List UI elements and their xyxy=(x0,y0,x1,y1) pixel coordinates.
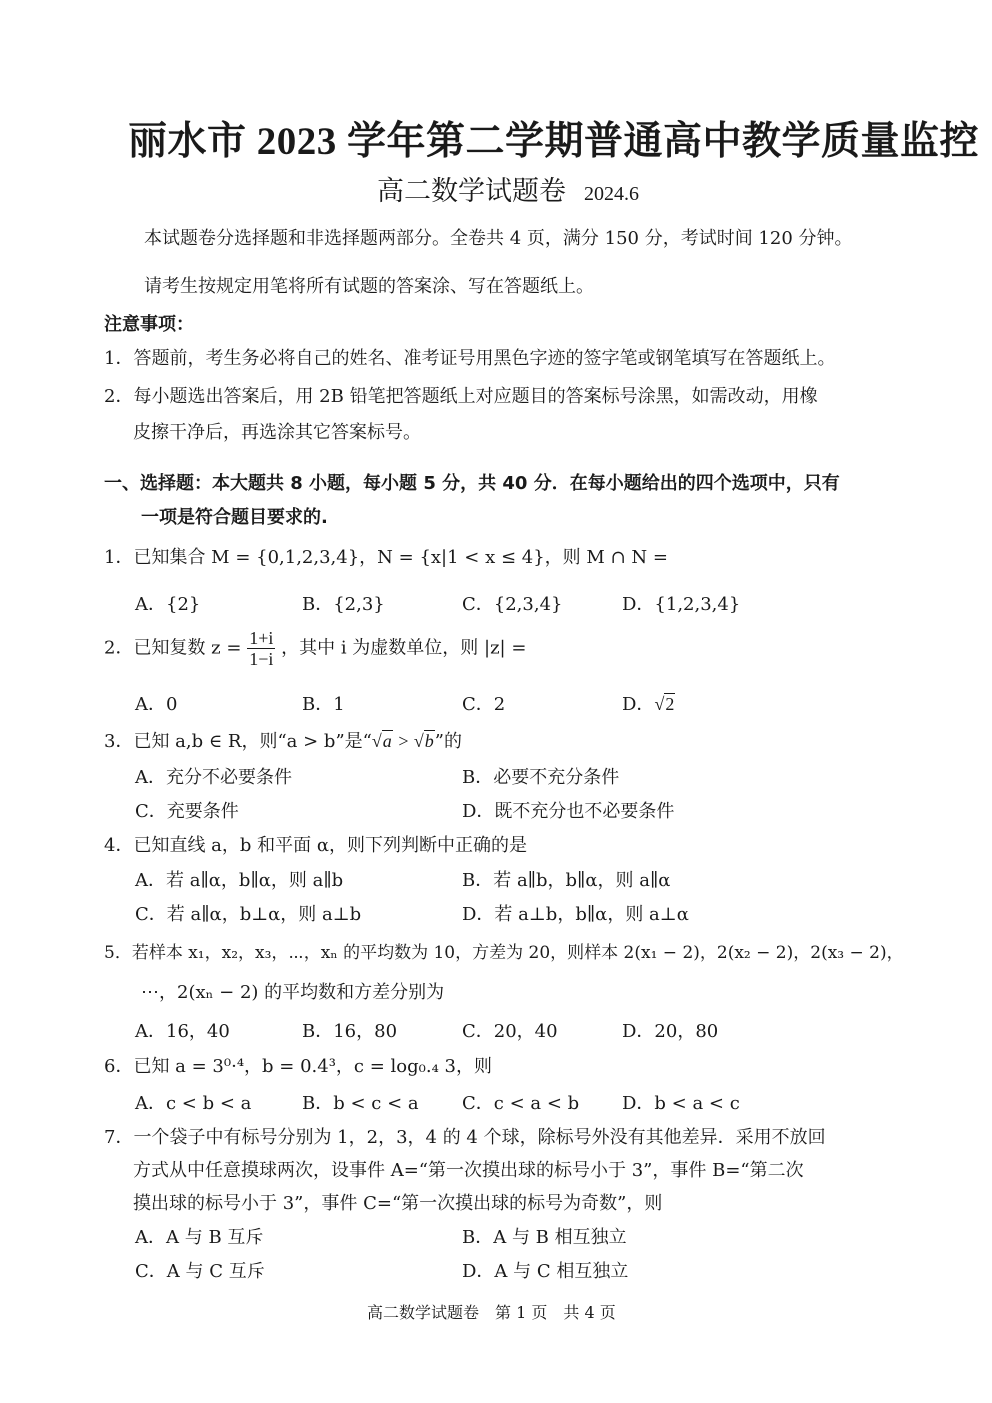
q6-option-b: B．b < c < a xyxy=(302,1093,419,1114)
question-2-stem xyxy=(104,628,526,669)
note-item-2-line-2: 皮擦干净后，再选涂其它答案标号。 xyxy=(133,422,421,443)
q6-option-a: A．c < b < a xyxy=(135,1093,252,1114)
q2-prefix: 2．已知复数 z = xyxy=(104,637,242,659)
q3-option-b: B．必要不充分条件 xyxy=(462,767,620,788)
q1-option-c: C．{2,3,4} xyxy=(462,594,563,615)
question-6-stem: 6．已知 a = 3⁰·⁴，b = 0.4³，c = log₀.₄ 3，则 xyxy=(104,1056,492,1077)
notes-heading: 注意事项： xyxy=(104,314,194,335)
sqrt-b: √b xyxy=(413,731,434,751)
q1-option-d: D．{1,2,3,4} xyxy=(622,594,741,615)
q5-option-b: B．16，80 xyxy=(302,1021,398,1042)
q1-option-a: A．{2} xyxy=(135,594,201,615)
q7-option-b: B．A 与 B 相互独立 xyxy=(462,1227,627,1248)
q3-option-a: A．充分不必要条件 xyxy=(135,767,292,788)
q2-option-a: A．0 xyxy=(135,694,178,715)
q2-option-d-label: D． xyxy=(622,694,655,715)
section-1-heading-line-2: 一项是符合题目要求的. xyxy=(141,507,328,528)
q5-option-c: C．20，40 xyxy=(462,1021,558,1042)
q2-fraction-denominator: 1−i xyxy=(249,649,274,669)
q1-option-b: B．{2,3} xyxy=(302,594,385,615)
q7-option-d: D．A 与 C 相互独立 xyxy=(462,1261,629,1282)
exam-subtitle xyxy=(377,169,639,208)
intro-line-1: 本试题卷分选择题和非选择题两部分。全卷共 4 页，满分 150 分，考试时间 120 分钟。 xyxy=(144,228,853,249)
subtitle-text: 高二数学试题卷 xyxy=(377,176,566,207)
q2-fraction-numerator: 1+i xyxy=(249,628,274,648)
q4-option-d: D．若 a⊥b，b∥α，则 a⊥α xyxy=(462,904,689,925)
question-5-line-2: ⋯，2(xₙ − 2) 的平均数和方差分别为 xyxy=(141,982,445,1003)
q3-gt: > xyxy=(392,731,414,751)
question-7-line-3: 摸出球的标号小于 3”，事件 C=“第一次摸出球的标号为奇数”，则 xyxy=(133,1193,663,1214)
q6-option-d: D．b < a < c xyxy=(622,1093,740,1114)
q7-option-a: A．A 与 B 互斥 xyxy=(135,1227,264,1248)
question-3-stem xyxy=(104,727,462,753)
sqrt-a: √a xyxy=(371,731,392,751)
q2-option-c: C．2 xyxy=(462,694,506,715)
section-1-heading-line-1: 一、选择题：本大题共 8 小题，每小题 5 分，共 40 分．在每小题给出的四个选项中，只有 xyxy=(104,473,840,494)
q3-option-c: C．充要条件 xyxy=(135,801,239,822)
exam-date: 2024.6 xyxy=(584,183,639,205)
q2-suffix: ，其中 i 为虚数单位，则 |z| = xyxy=(281,637,527,659)
question-7-line-1: 7．一个袋子中有标号分别为 1，2，3，4 的 4 个球，除标号外没有其他差异．采用不放回 xyxy=(104,1127,826,1148)
question-7-line-2: 方式从中任意摸球两次，设事件 A=“第一次摸出球的标号小于 3”，事件 B=“第二次 xyxy=(133,1160,804,1181)
q4-option-c: C．若 a∥α，b⊥α，则 a⊥b xyxy=(135,904,362,925)
intro-line-2: 请考生按规定用笔将所有试题的答案涂、写在答题纸上。 xyxy=(144,276,594,297)
q3-stem-b: ”的 xyxy=(434,731,462,752)
q2-option-b: B．1 xyxy=(302,694,345,715)
q2-fraction xyxy=(247,628,275,669)
q5-option-a: A．16，40 xyxy=(135,1021,230,1042)
q4-option-a: A．若 a∥α，b∥α，则 a∥b xyxy=(135,870,344,891)
q7-option-c: C．A 与 C 互斥 xyxy=(135,1261,265,1282)
q4-option-b: B．若 a∥b，b∥α，则 a∥α xyxy=(462,870,671,891)
sqrt-b-radicand: b xyxy=(424,731,434,751)
question-5-line-1: 5．若样本 x₁，x₂，x₃，⋯，xₙ 的平均数为 10，方差为 20，则样本 2(x₁ − 2)，2(x₂ − 2)，2(x₃ − 2)， xyxy=(104,943,904,963)
question-1-stem: 1．已知集合 M = {0,1,2,3,4}，N = {x|1 < x ≤ 4}，则 M ∩ N = xyxy=(104,547,668,568)
question-4-stem: 4．已知直线 a，b 和平面 α，则下列判断中正确的是 xyxy=(104,835,528,856)
exam-title: 丽水市 2023 学年第二学期普通高中教学质量监控 xyxy=(128,120,980,163)
page-footer: 高二数学试题卷 第 1 页 共 4 页 xyxy=(367,1303,616,1322)
q3-option-d: D．既不充分也不必要条件 xyxy=(462,801,675,822)
q2-option-d xyxy=(622,690,675,716)
note-item-1: 1．答题前，考生务必将自己的姓名、准考证号用黑色字迹的签字笔或钢笔填写在答题纸上。 xyxy=(104,348,836,369)
q5-option-d: D．20，80 xyxy=(622,1021,719,1042)
sqrt-2-radicand: 2 xyxy=(665,694,675,714)
sqrt-2: √2 xyxy=(654,694,675,714)
q3-stem-a: 3．已知 a,b ∈ R，则“a > b”是“ xyxy=(104,731,372,752)
q6-option-c: C．c < a < b xyxy=(462,1093,580,1114)
sqrt-a-radicand: a xyxy=(382,731,392,751)
note-item-2-line-1: 2．每小题选出答案后，用 2B 铅笔把答题纸上对应题目的答案标号涂黑，如需改动，用橡 xyxy=(104,386,818,407)
